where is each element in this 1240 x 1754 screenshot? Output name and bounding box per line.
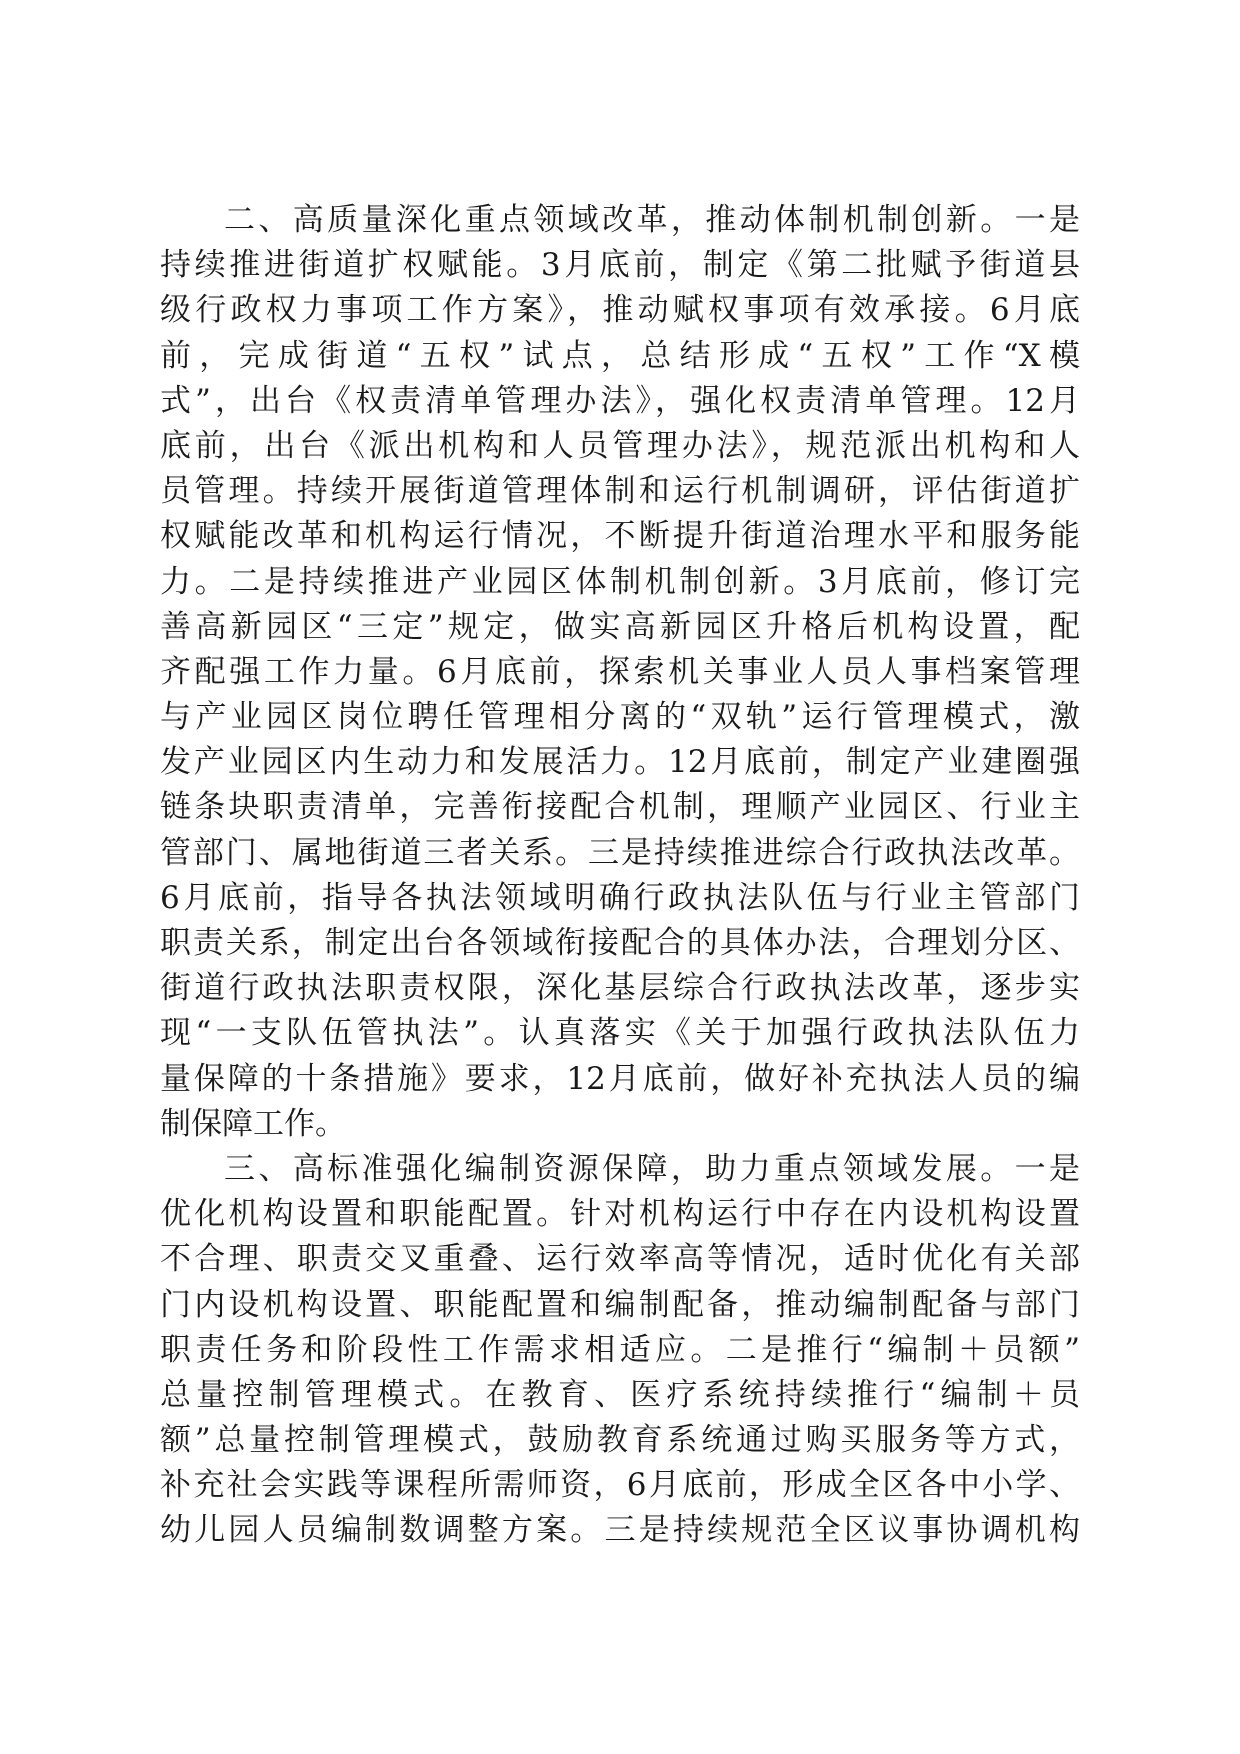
text-line: 持续推进街道扩权赋能。3月底前，制定《第二批赋予街道县 bbox=[160, 247, 1080, 284]
text-line: 发产业园区内生动力和发展活力。12月底前，制定产业建圈强 bbox=[160, 744, 1080, 781]
paragraph-reform-innovation bbox=[160, 198, 1080, 1147]
text-line: 式”，出台《权责清单管理办法》，强化权责清单管理。12月 bbox=[160, 382, 1080, 419]
text-line: 员管理。持续开展街道管理体制和运行机制调研，评估街道扩 bbox=[160, 473, 1080, 510]
text-line: 现“一支队伍管执法”。认真落实《关于加强行政执法队伍力 bbox=[160, 1015, 1080, 1052]
paragraph-staffing-resources bbox=[160, 1147, 1080, 1554]
text-line: 职责任务和阶段性工作需求相适应。二是推行“编制＋员额” bbox=[160, 1331, 1080, 1368]
text-line: 齐配强工作力量。6月底前，探索机关事业人员人事档案管理 bbox=[160, 653, 1080, 690]
text-line: 幼儿园人员编制数调整方案。三是持续规范全区议事协调机构 bbox=[160, 1512, 1080, 1549]
text-line: 不合理、职责交叉重叠、运行效率高等情况，适时优化有关部 bbox=[160, 1241, 1080, 1278]
text-line: 级行政权力事项工作方案》，推动赋权事项有效承接。6月底 bbox=[160, 292, 1080, 329]
text-line: 6月底前，指导各执法领域明确行政执法队伍与行业主管部门 bbox=[160, 879, 1080, 916]
document-body bbox=[160, 198, 1080, 1554]
text-line: 补充社会实践等课程所需师资，6月底前，形成全区各中小学、 bbox=[160, 1467, 1080, 1504]
text-line: 前，完成街道“五权”试点，总结形成“五权”工作“X模 bbox=[160, 337, 1080, 374]
text-line: 优化机构设置和职能配置。针对机构运行中存在内设机构设置 bbox=[160, 1196, 1080, 1233]
text-line: 量保障的十条措施》要求，12月底前，做好补充执法人员的编 bbox=[160, 1060, 1080, 1097]
text-line: 三、高标准强化编制资源保障，助力重点领域发展。一是 bbox=[224, 1150, 1080, 1187]
text-line: 街道行政执法职责权限，深化基层综合行政执法改革，逐步实 bbox=[160, 970, 1080, 1007]
text-line: 善高新园区“三定”规定，做实高新园区升格后机构设置，配 bbox=[160, 608, 1080, 645]
text-line: 门内设机构设置、职能配置和编制配备，推动编制配备与部门 bbox=[160, 1286, 1080, 1323]
text-line: 力。二是持续推进产业园区体制机制创新。3月底前，修订完 bbox=[160, 563, 1080, 600]
text-line: 管部门、属地街道三者关系。三是持续推进综合行政执法改革。 bbox=[160, 834, 1080, 871]
text-line: 权赋能改革和机构运行情况，不断提升街道治理水平和服务能 bbox=[160, 518, 1080, 555]
text-line: 职责关系，制定出台各领域衔接配合的具体办法，合理划分区、 bbox=[160, 925, 1080, 961]
text-line: 制保障工作。 bbox=[160, 1105, 346, 1142]
text-line: 二、高质量深化重点领域改革，推动体制机制创新。一是 bbox=[224, 202, 1080, 238]
text-line: 底前，出台《派出机构和人员管理办法》，规范派出机构和人 bbox=[160, 427, 1080, 464]
text-line: 链条块职责清单，完善衔接配合机制，理顺产业园区、行业主 bbox=[160, 789, 1080, 826]
text-line: 额”总量控制管理模式，鼓励教育系统通过购买服务等方式， bbox=[160, 1422, 1080, 1459]
text-line: 总量控制管理模式。在教育、医疗系统持续推行“编制＋员 bbox=[160, 1376, 1080, 1413]
text-line: 与产业园区岗位聘任管理相分离的“双轨”运行管理模式，激 bbox=[160, 699, 1080, 736]
